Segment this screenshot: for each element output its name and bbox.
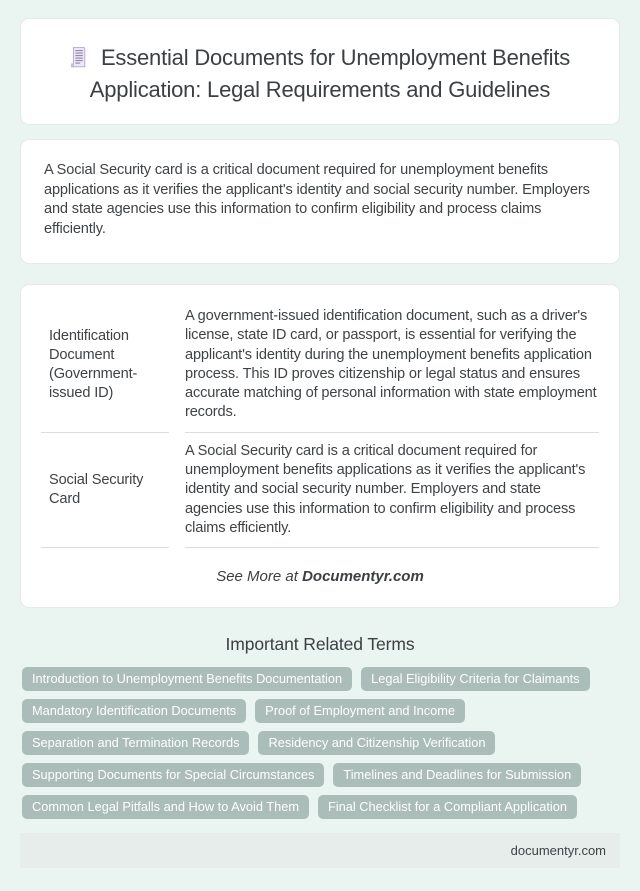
glossary-card — [20, 284, 620, 608]
page-title-text: Essential Documents for Unemployment Benefits Application: Legal Requirements and Guidelines — [89, 45, 571, 102]
footer-site-name: documentyr.com — [510, 843, 606, 859]
receipt-icon — [70, 47, 87, 76]
definition-cell: A Social Security card is a critical document required for unemployment benefits applications as it verifies the applicant's identity and social security number. Employers and state agencies use this information to confirm eligibility and process claims efficiently. — [185, 433, 599, 548]
see-more-line — [41, 568, 599, 585]
related-terms-heading: Important Related Terms — [225, 634, 415, 655]
related-term-tag[interactable]: Proof of Employment and Income — [255, 699, 465, 723]
related-term-tag[interactable]: Legal Eligibility Criteria for Claimants — [361, 667, 589, 691]
definition-cell: A government-issued identification document, such as a driver's license, state ID card, or passport, is essential for verifying the applicant's identity during the unemployment benefits application process. This ID proves citizenship or legal status and ensures accurate matching of personal information with state employment records. — [185, 298, 599, 433]
see-more-prefix: See More at — [216, 568, 303, 586]
related-term-tag[interactable]: Introduction to Unemployment Benefits Documentation — [22, 667, 352, 691]
related-term-tag[interactable]: Supporting Documents for Special Circumstances — [22, 763, 324, 787]
related-term-tag[interactable]: Timelines and Deadlines for Submission — [333, 763, 581, 787]
related-term-tag[interactable]: Mandatory Identification Documents — [22, 699, 246, 723]
term-cell: Identification Document (Government-issued ID) — [41, 298, 169, 433]
related-tags — [22, 667, 618, 819]
footer-bar — [20, 833, 620, 868]
title-card — [20, 18, 620, 125]
intro-paragraph: A Social Security card is a critical document required for unemployment benefits applications as it verifies the applicant's identity and social security number. Employers and state agencies use this information to confirm eligibility and process claims efficiently. — [44, 162, 590, 237]
related-term-tag[interactable]: Residency and Citizenship Verification — [258, 731, 495, 755]
term-cell: Social Security Card — [41, 433, 169, 548]
see-more-brand: Documentyr.com — [302, 568, 424, 586]
related-term-tag[interactable]: Separation and Termination Records — [22, 731, 249, 755]
related-term-tag[interactable]: Final Checklist for a Compliant Application — [318, 795, 577, 819]
table-row — [41, 433, 599, 548]
glossary-table — [25, 298, 615, 548]
page-title — [69, 44, 571, 104]
related-term-tag[interactable]: Common Legal Pitfalls and How to Avoid Them — [22, 795, 309, 819]
intro-card — [20, 139, 620, 264]
table-row — [41, 298, 599, 433]
